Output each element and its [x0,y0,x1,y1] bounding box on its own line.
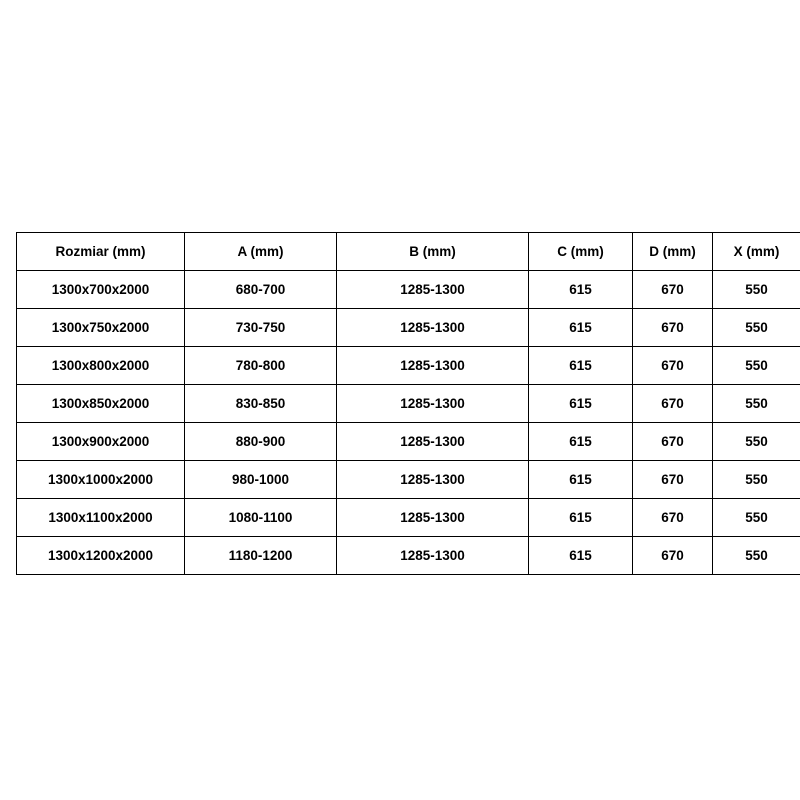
cell-c: 615 [529,347,633,385]
cell-a: 1080-1100 [185,499,337,537]
column-header-rozmiar: Rozmiar (mm) [17,233,185,271]
table-row [17,499,800,537]
column-header-c: C (mm) [529,233,633,271]
size-table-container [16,232,784,575]
cell-c: 615 [529,423,633,461]
column-header-d: D (mm) [633,233,713,271]
cell-rozmiar: 1300x800x2000 [17,347,185,385]
cell-c: 615 [529,537,633,575]
cell-a: 880-900 [185,423,337,461]
cell-b: 1285-1300 [337,537,529,575]
table-row [17,347,800,385]
cell-x: 550 [713,499,800,537]
cell-c: 615 [529,499,633,537]
cell-rozmiar: 1300x850x2000 [17,385,185,423]
cell-a: 830-850 [185,385,337,423]
table-row [17,537,800,575]
cell-rozmiar: 1300x700x2000 [17,271,185,309]
cell-c: 615 [529,461,633,499]
table-row [17,461,800,499]
table-row [17,309,800,347]
cell-rozmiar: 1300x1200x2000 [17,537,185,575]
cell-rozmiar: 1300x750x2000 [17,309,185,347]
column-header-a: A (mm) [185,233,337,271]
cell-c: 615 [529,309,633,347]
table-row [17,271,800,309]
size-table [16,232,800,575]
table-row [17,423,800,461]
cell-x: 550 [713,537,800,575]
cell-b: 1285-1300 [337,423,529,461]
cell-x: 550 [713,309,800,347]
cell-rozmiar: 1300x1000x2000 [17,461,185,499]
cell-a: 780-800 [185,347,337,385]
cell-b: 1285-1300 [337,385,529,423]
cell-d: 670 [633,499,713,537]
cell-d: 670 [633,537,713,575]
cell-d: 670 [633,347,713,385]
cell-a: 1180-1200 [185,537,337,575]
cell-d: 670 [633,461,713,499]
cell-d: 670 [633,423,713,461]
table-header-row [17,233,800,271]
cell-x: 550 [713,423,800,461]
cell-rozmiar: 1300x900x2000 [17,423,185,461]
cell-rozmiar: 1300x1100x2000 [17,499,185,537]
cell-c: 615 [529,385,633,423]
cell-b: 1285-1300 [337,347,529,385]
cell-c: 615 [529,271,633,309]
cell-d: 670 [633,309,713,347]
cell-d: 670 [633,385,713,423]
cell-b: 1285-1300 [337,271,529,309]
cell-b: 1285-1300 [337,461,529,499]
cell-d: 670 [633,271,713,309]
table-header [17,233,800,271]
table-body [17,271,800,575]
cell-x: 550 [713,347,800,385]
cell-x: 550 [713,385,800,423]
column-header-x: X (mm) [713,233,800,271]
cell-x: 550 [713,461,800,499]
column-header-b: B (mm) [337,233,529,271]
cell-a: 680-700 [185,271,337,309]
cell-a: 980-1000 [185,461,337,499]
cell-b: 1285-1300 [337,499,529,537]
cell-a: 730-750 [185,309,337,347]
table-row [17,385,800,423]
cell-b: 1285-1300 [337,309,529,347]
cell-x: 550 [713,271,800,309]
